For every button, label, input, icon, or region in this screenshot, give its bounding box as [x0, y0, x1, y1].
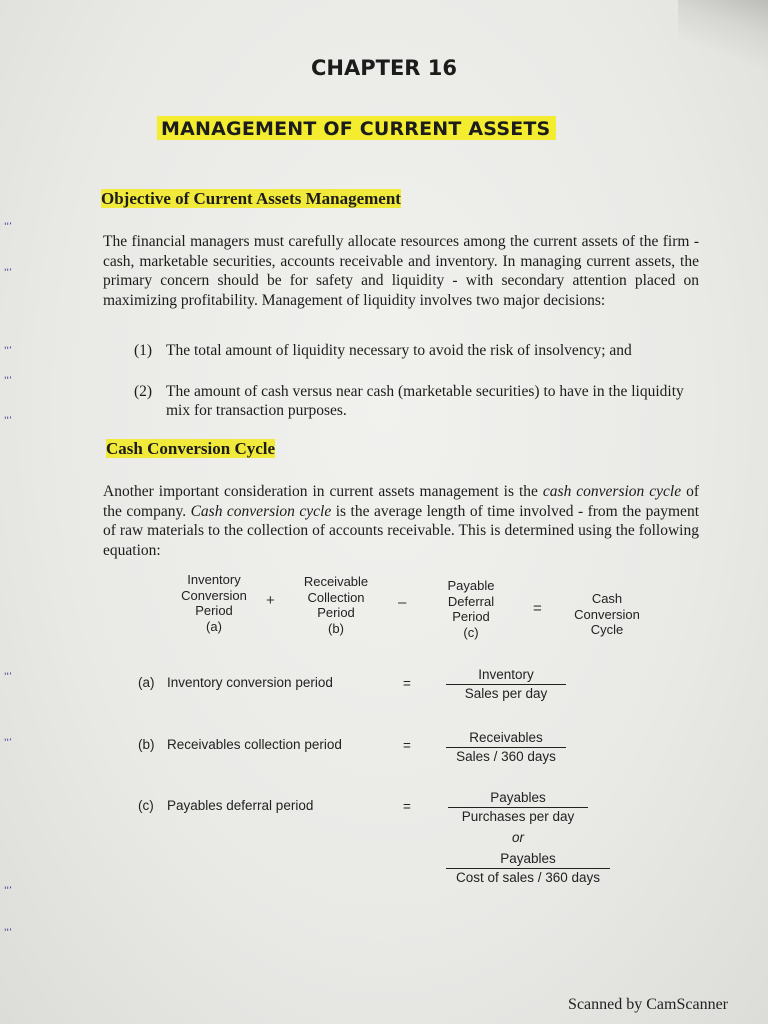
fraction-denominator: Purchases per day — [461, 809, 575, 824]
cash-cycle-paragraph — [103, 482, 699, 560]
equation-term-payable — [430, 578, 512, 640]
term-line: Conversion — [574, 606, 640, 622]
term-line: Collection — [307, 589, 365, 605]
margin-pen-mark: ꞌꞌʼ — [4, 886, 12, 896]
equals-sign: = — [533, 600, 542, 617]
definition-a-equals: = — [403, 676, 411, 691]
equation-result-cash-cycle — [562, 591, 652, 638]
list-item-number: (1) — [134, 342, 153, 359]
list-item-number: (2) — [134, 383, 153, 400]
margin-pen-mark: ꞌꞌʼ — [4, 416, 12, 426]
definition-a-fraction — [446, 667, 566, 702]
definition-b-name: Receivables collection period — [167, 737, 342, 752]
definition-a-name: Inventory conversion period — [167, 675, 333, 690]
fraction-numerator: Payables — [490, 790, 546, 805]
term-line: Deferral — [447, 593, 495, 609]
margin-pen-mark: ꞌꞌʼ — [4, 346, 12, 356]
definition-b-fraction — [446, 730, 566, 765]
fraction-bar — [446, 747, 566, 748]
section-heading-objective — [99, 188, 403, 210]
term-line: Period — [195, 603, 233, 618]
term-line: (b) — [328, 620, 344, 636]
list-item-text: The total amount of liquidity necessary to avoid the risk of insolvency; and — [166, 342, 632, 359]
paragraph-text: is the average length of time involved - from the payment of raw materials to the collection of accounts receivable. This is determined using the following equation: — [103, 502, 699, 559]
fraction-numerator: Payables — [500, 851, 556, 866]
margin-pen-mark: ꞌꞌʼ — [4, 928, 12, 938]
fraction-bar — [446, 684, 566, 685]
term-line: Inventory — [187, 572, 241, 587]
section-heading-text: Cash Conversion Cycle — [106, 439, 276, 458]
paragraph-text: of the company. — [103, 483, 699, 520]
definition-c-name: Payables deferral period — [167, 798, 314, 813]
term-line: Cycle — [590, 622, 624, 637]
plus-sign: + — [266, 592, 275, 609]
italic-term: cash conversion cycle — [542, 483, 682, 500]
paragraph-text: Another important consideration in current assets management is the — [103, 483, 543, 500]
definition-c-fraction — [448, 790, 588, 825]
definition-c-or: or — [511, 830, 524, 845]
italic-term: Cash conversion cycle — [190, 502, 332, 520]
margin-pen-mark: ꞌꞌʼ — [4, 268, 12, 278]
definition-c-equals: = — [403, 799, 411, 814]
fraction-numerator: Receivables — [469, 730, 543, 745]
term-line: (c) — [463, 624, 479, 640]
section-heading-text: Objective of Current Assets Management — [101, 189, 401, 208]
term-line: Period — [317, 605, 355, 620]
fraction-denominator: Sales per day — [464, 686, 548, 701]
term-line: (a) — [206, 618, 222, 634]
definition-a-label: (a) — [138, 675, 155, 690]
definition-b-equals: = — [403, 738, 411, 753]
list-item-text: The amount of cash versus near cash (marketable securities) to have in the liquidity mix for transaction purposes. — [166, 383, 684, 419]
chapter-title: MANAGEMENT OF CURRENT ASSETS — [157, 116, 556, 140]
equation-term-receivable — [292, 574, 380, 636]
margin-pen-mark: ꞌꞌʼ — [4, 738, 12, 748]
margin-pen-mark: ꞌꞌʼ — [4, 376, 12, 386]
minus-sign: – — [398, 594, 407, 611]
definition-b-label: (b) — [138, 737, 155, 752]
margin-pen-mark: ꞌꞌʼ — [4, 222, 12, 232]
term-line: Receivable — [303, 574, 369, 589]
fraction-bar — [446, 868, 610, 869]
fraction-numerator: Inventory — [478, 667, 534, 682]
fraction-bar — [448, 807, 588, 808]
definition-c-fraction-alt — [446, 851, 610, 886]
list-item — [134, 341, 702, 381]
equation-term-inventory — [168, 572, 260, 634]
term-line: Cash — [591, 591, 623, 606]
definition-c-label: (c) — [138, 798, 154, 813]
list-item — [134, 382, 702, 422]
scanner-watermark: Scanned by CamScanner — [568, 996, 728, 1013]
section-heading-cash-cycle — [104, 438, 277, 460]
term-line: Payable — [447, 578, 495, 593]
objective-paragraph: The financial managers must carefully allocate resources among the current assets of the firm - cash, marketable securities, accounts receivable and inventory. In managing current assets, the primary concern should be for safety and liquidity - with secondary attention placed on maximizing profitability. Management of liquidity involves two major decisions: — [103, 233, 699, 309]
term-line: Period — [452, 609, 490, 624]
fraction-denominator: Sales / 360 days — [456, 749, 556, 764]
chapter-number: CHAPTER 16 — [310, 56, 457, 80]
margin-pen-mark: ꞌꞌʼ — [4, 672, 12, 682]
term-line: Conversion — [181, 587, 247, 603]
fraction-denominator: Cost of sales / 360 days — [455, 870, 601, 885]
